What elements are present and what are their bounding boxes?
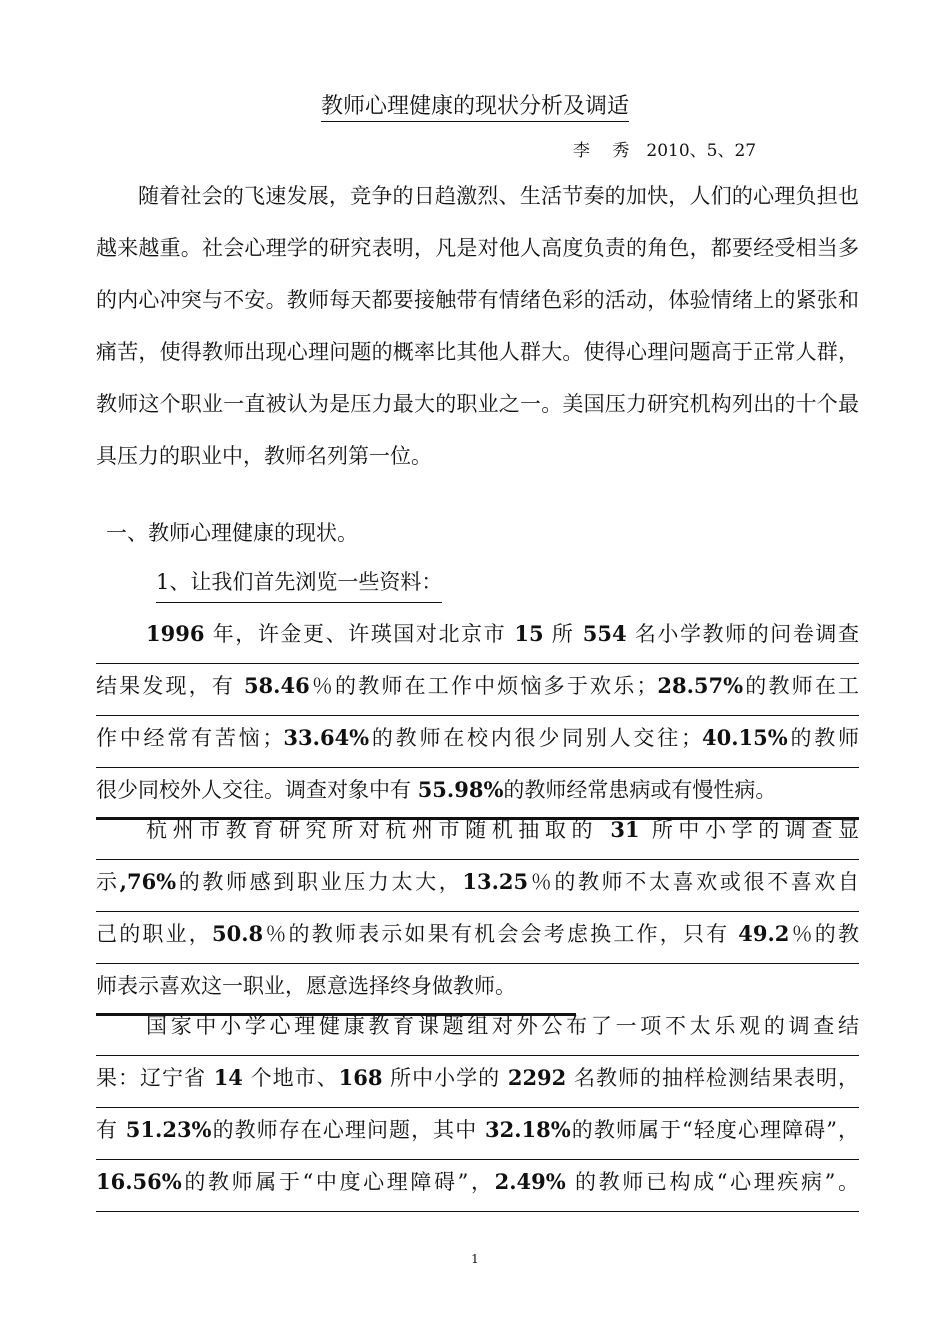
survey-block-hangzhou [96, 808, 859, 1016]
text-line: 师表示喜欢这一职业，愿意选择终身做教师。 [96, 964, 576, 1016]
text-line: 示,76%的教师感到职业压力太大，13.25％的教师不太喜欢或很不喜欢自 [96, 860, 859, 912]
text-line: 1996 年，许金更、许瑛国对北京市 15 所 554 名小学教师的问卷调查 [96, 612, 859, 664]
survey-block-beijing [96, 612, 859, 820]
author-date: 李 秀 2010、5、27 [573, 141, 757, 161]
text-line: 己的职业，50.8％的教师表示如果有机会会考虑换工作，只有 49.2％的教 [96, 912, 859, 964]
intro-paragraph: 随着社会的飞速发展，竞争的日趋激烈、生活节奏的加快，人们的心理负担也越来越重。社会心理学的研究表明，凡是对他人高度负责的角色，都要经受相当多的内心冲突与不安。教师每天都要接触带有情绪色彩的活动，体验情绪上的紧张和痛苦，使得教师出现心理问题的概率比其他人群大。使得心理问题高于正常人群，教师这个职业一直被认为是压力最大的职业之一。美国压力研究机构列出的十个最具压力的职业中，教师名列第一位。 [96, 184, 859, 468]
text-line: 很少同校外人交往。调查对象中有 55.98%的教师经常患病或有慢性病。 [96, 768, 859, 820]
section-heading: 一、教师心理健康的现状。 [106, 521, 358, 545]
survey-block-liaoning [96, 1004, 859, 1212]
subsection-heading: 1、让我们首先浏览一些资料： [156, 567, 442, 597]
text-line: 结果发现，有 58.46％的教师在工作中烦恼多于欢乐；28.57%的教师在工 [96, 664, 859, 716]
text-line: 杭州市教育研究所对杭州市随机抽取的 31 所中小学的调查显 [96, 808, 859, 860]
page-number: 1 [471, 1252, 479, 1266]
text-line: 国家中小学心理健康教育课题组对外公布了一项不太乐观的调查结 [96, 1004, 859, 1056]
document-title: 教师心理健康的现状分析及调适 [0, 92, 950, 122]
text-line: 果：辽宁省 14 个地市、168 所中小学的 2292 名教师的抽样检测结果表明， [96, 1056, 859, 1108]
text-line: 16.56%的教师属于“中度心理障碍”，2.49% 的教师已构成“心理疾病”。 [96, 1160, 859, 1212]
text-line: 有 51.23%的教师存在心理问题，其中 32.18%的教师属于“轻度心理障碍”， [96, 1108, 859, 1160]
text-line: 作中经常有苦恼；33.64%的教师在校内很少同别人交往；40.15%的教师 [96, 716, 859, 768]
